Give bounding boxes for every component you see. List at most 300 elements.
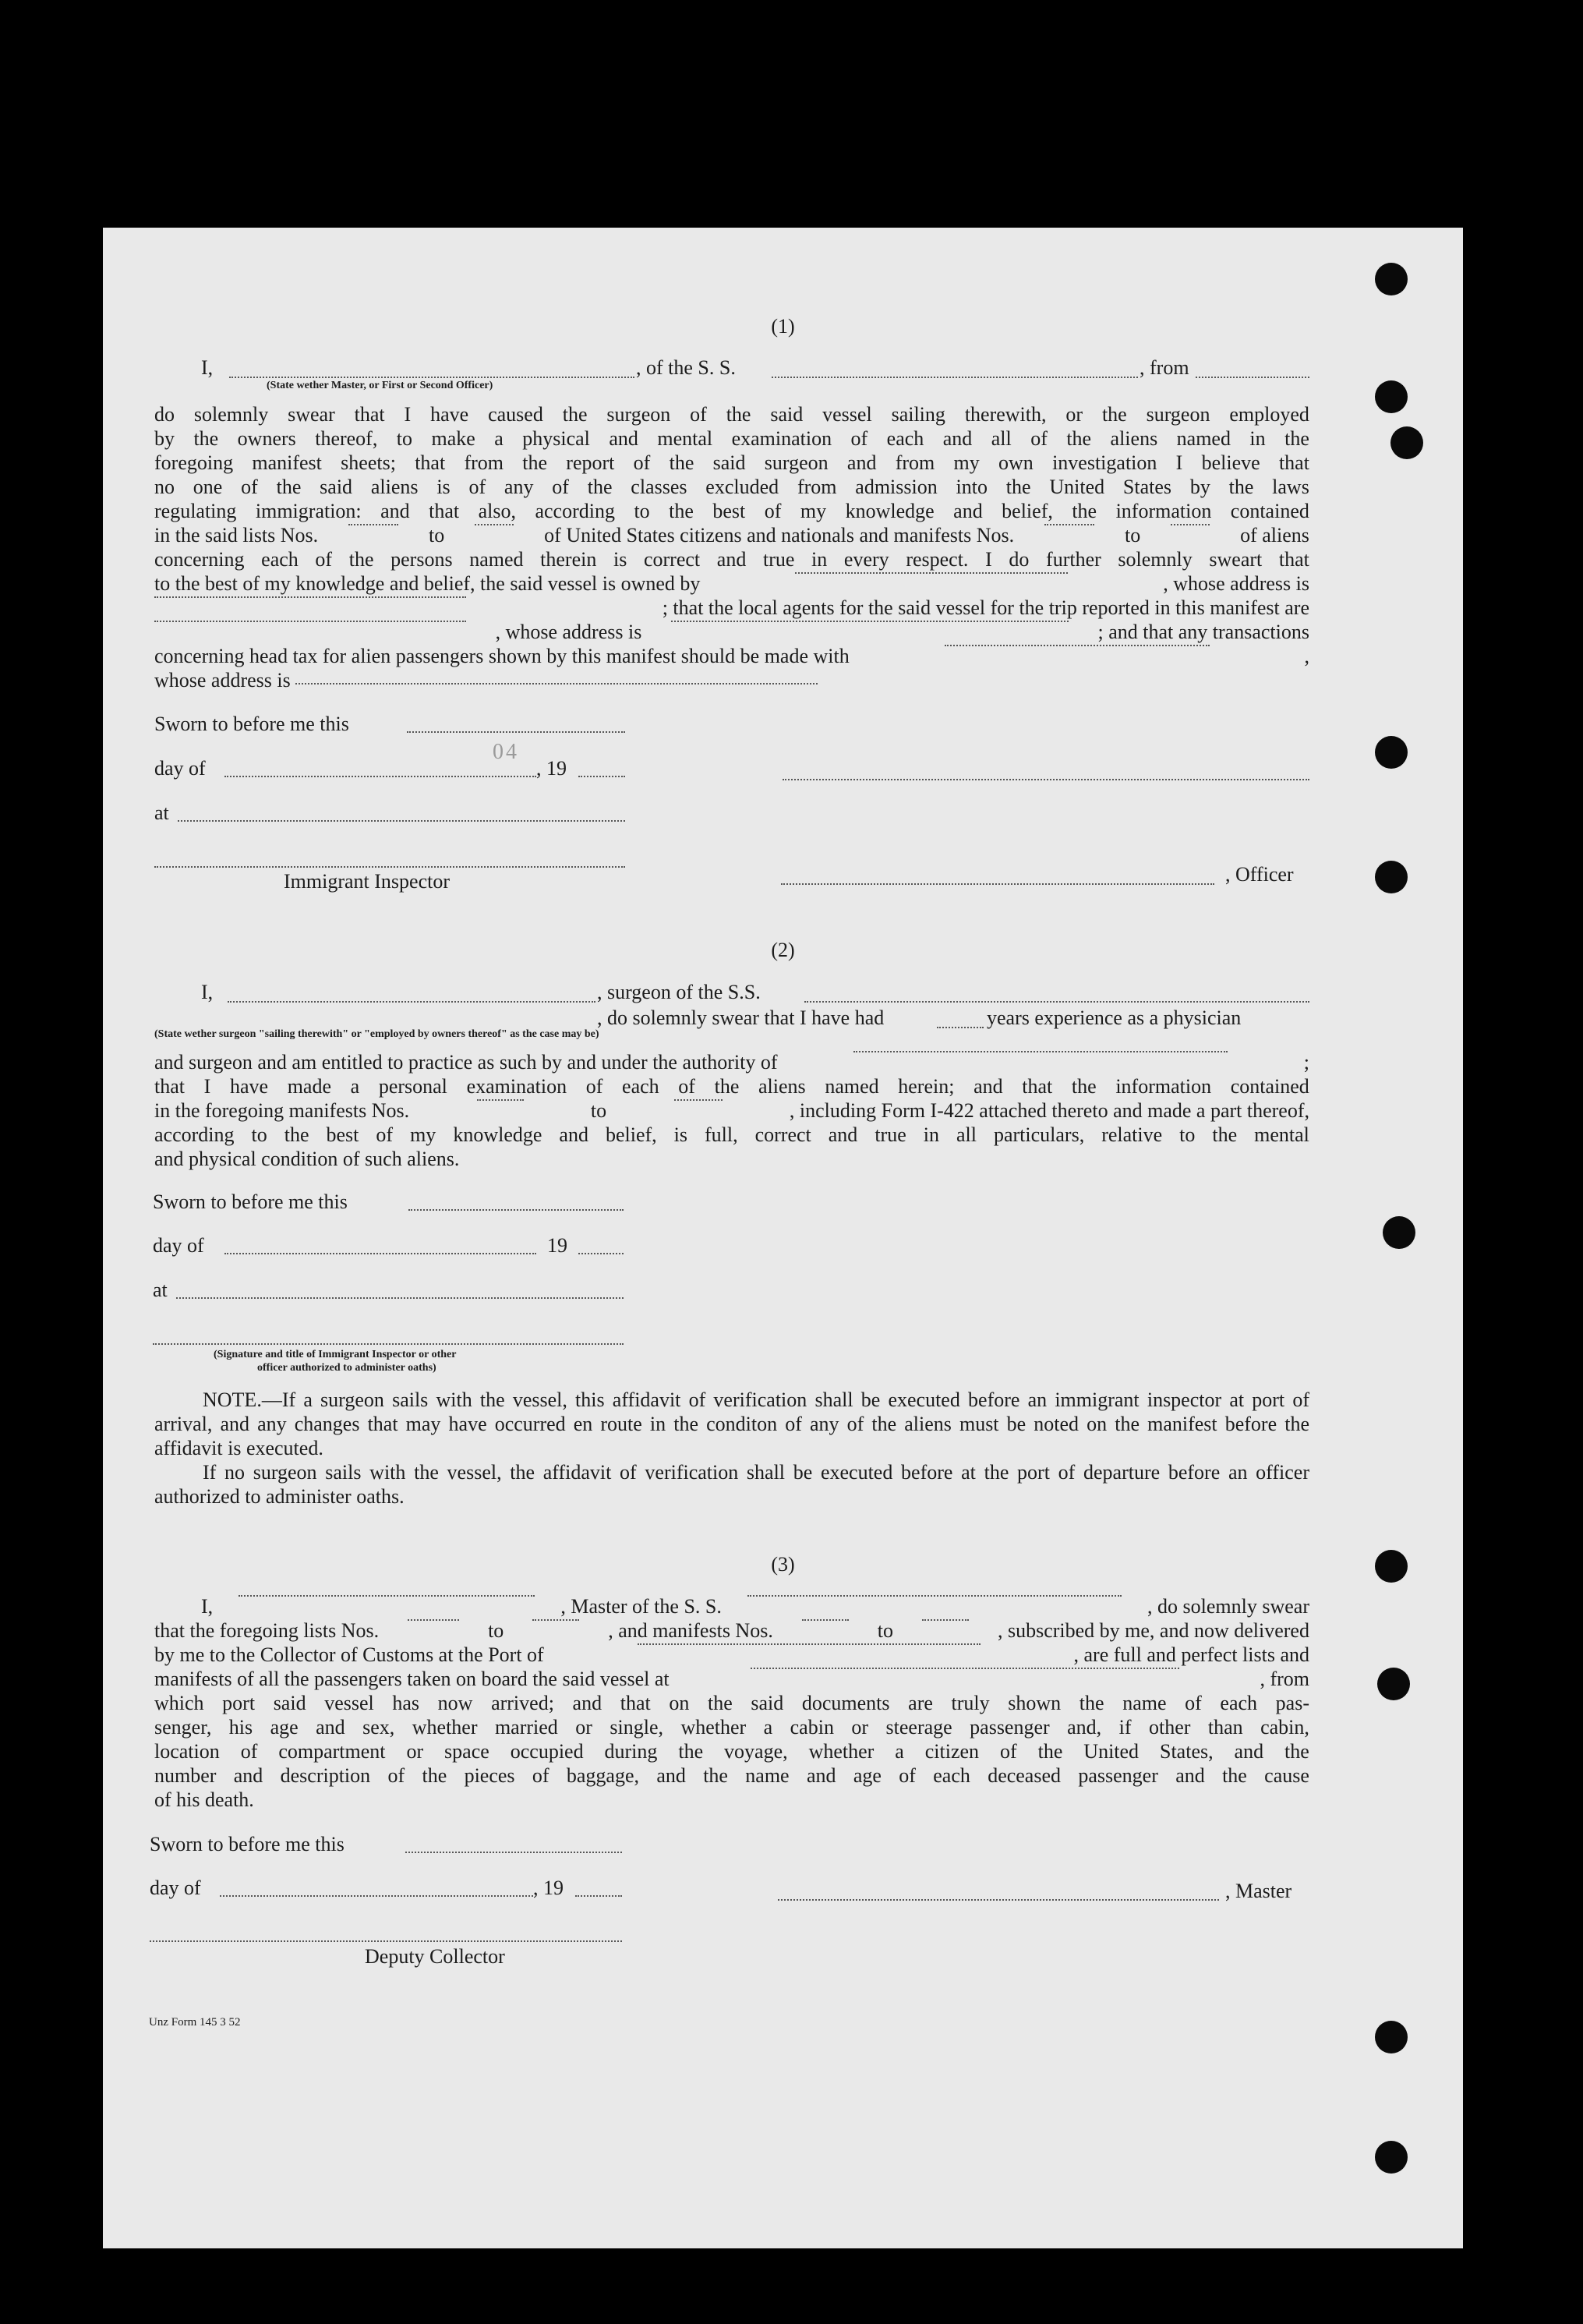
body-line <box>154 1667 1309 1691</box>
word: citizen <box>924 1740 980 1763</box>
word: documents <box>801 1692 890 1714</box>
word: all <box>991 427 1012 450</box>
word: the <box>1284 427 1309 450</box>
word: investigation <box>1052 451 1157 474</box>
word: report <box>566 451 615 474</box>
word: concerning <box>154 548 245 571</box>
word: my <box>410 1123 436 1146</box>
word: passenger <box>970 1716 1050 1739</box>
manifest-no-from-field[interactable] <box>1044 523 1094 525</box>
departure-port-field[interactable] <box>751 1667 1179 1669</box>
head-tax-party-field[interactable] <box>945 644 1210 646</box>
text: , and manifests Nos. <box>608 1619 773 1642</box>
word: do <box>1009 548 1030 571</box>
word: and <box>380 500 410 522</box>
word: and <box>316 1716 345 1739</box>
word: truly <box>951 1692 990 1714</box>
word: further <box>1046 548 1101 571</box>
section-3-number: (3) <box>771 1553 795 1576</box>
word: foregoing <box>154 451 234 474</box>
word: excluded <box>705 476 779 498</box>
word: the <box>1222 1764 1247 1787</box>
section-3-body <box>154 1594 1309 1812</box>
body-line <box>154 475 1309 499</box>
at-place-field[interactable] <box>176 1296 624 1299</box>
text: to <box>429 524 445 547</box>
word: occupied <box>510 1740 584 1763</box>
word: pas- <box>1275 1692 1309 1714</box>
word: cabin <box>790 1716 834 1739</box>
word: sailing <box>891 403 945 426</box>
word: of <box>376 1123 394 1146</box>
word: baggage, <box>566 1764 639 1787</box>
years-field[interactable] <box>937 1026 984 1028</box>
sworn-label: Sworn to before me this <box>153 1190 348 1213</box>
day-of-field[interactable] <box>224 775 536 777</box>
word: voyage, <box>724 1740 788 1763</box>
text: manifests of all the passengers taken on board the said vessel at <box>154 1668 670 1690</box>
text: , Master of the S. S. <box>560 1595 722 1618</box>
word: respect. <box>906 548 969 571</box>
list-no-from-field[interactable] <box>408 1618 459 1621</box>
word: of <box>241 476 258 498</box>
officer-title-line[interactable] <box>781 883 1214 885</box>
body-line <box>154 426 1309 451</box>
text: , subscribed by me, and now delivered <box>997 1619 1309 1642</box>
section-1-body <box>154 402 1309 692</box>
word: mental <box>657 427 713 450</box>
manifest-no-from-field[interactable] <box>802 1618 849 1621</box>
form-number: Unz Form 145 3 52 <box>149 2016 241 2029</box>
word: are <box>908 1692 933 1714</box>
word: than <box>1207 1716 1243 1739</box>
word: and <box>846 451 877 474</box>
word: manifest <box>252 451 322 474</box>
word: of <box>633 451 651 474</box>
text: ; that the local agents for the said vessel for the trip reported in this manifest are <box>662 596 1309 619</box>
manifest-no-to-field[interactable] <box>922 1618 969 1621</box>
word: or <box>575 1716 592 1739</box>
word: or <box>851 1716 869 1739</box>
word: of <box>387 1764 405 1787</box>
word: every <box>843 548 889 571</box>
word: that <box>1022 1075 1053 1098</box>
section-1-number: (1) <box>771 315 795 338</box>
sworn-date-field[interactable] <box>407 730 625 733</box>
word: I <box>985 548 992 571</box>
word: the <box>678 1740 704 1763</box>
word: vessel <box>822 403 872 426</box>
list-no-to-field[interactable] <box>475 523 514 525</box>
word: contained <box>1230 1075 1309 1098</box>
word: cause <box>1264 1764 1309 1787</box>
word: that <box>620 1692 651 1714</box>
word: particulars, <box>993 1123 1085 1146</box>
day-of-field[interactable] <box>220 1894 533 1897</box>
word: according <box>535 500 615 522</box>
text: , <box>1304 645 1309 667</box>
sworn-date-field[interactable] <box>408 1208 624 1211</box>
word: made <box>287 1075 331 1098</box>
word: belief, <box>1002 500 1053 522</box>
word: immigration: <box>255 500 362 522</box>
vessel-name-field[interactable] <box>747 1594 1122 1597</box>
of-ss-label: , of the S. S. <box>636 356 736 379</box>
word: passenger <box>1078 1764 1158 1787</box>
word: sheets; <box>341 451 396 474</box>
sworn-label: Sworn to before me this <box>154 713 349 735</box>
word: herein; <box>898 1075 955 1098</box>
word: believe <box>1201 451 1260 474</box>
word: full, <box>704 1123 738 1146</box>
master-name-field[interactable] <box>239 1594 535 1597</box>
word: cabin, <box>1260 1716 1309 1739</box>
body-line <box>154 1715 1309 1739</box>
sworn-date-field[interactable] <box>405 1851 622 1853</box>
word: senger, <box>154 1716 212 1739</box>
word: a <box>350 1075 360 1098</box>
year-label: , 19 <box>536 757 567 780</box>
year-field[interactable] <box>575 1894 622 1897</box>
word: the <box>522 451 548 474</box>
word: of <box>585 1075 603 1098</box>
word: the <box>669 500 694 522</box>
text: I, <box>201 1595 214 1618</box>
body-line <box>154 1763 1309 1788</box>
word: of <box>764 500 782 522</box>
word: each <box>886 427 924 450</box>
word: caused <box>488 403 543 426</box>
word: age <box>270 1716 299 1739</box>
word: said <box>770 403 804 426</box>
word: the <box>726 403 751 426</box>
text: , are full and perfect lists and <box>1073 1643 1309 1666</box>
agents-address-field[interactable] <box>671 620 1069 622</box>
word: named <box>469 548 524 571</box>
inspector-signature-line[interactable] <box>153 1342 624 1345</box>
manifest-no-from-field[interactable] <box>477 1098 524 1101</box>
word: said <box>273 1692 306 1714</box>
text: , including Form I-422 attached thereto and made a part thereof, <box>789 1099 1309 1122</box>
word: and <box>1234 1740 1264 1763</box>
body-line: and physical condition of such aliens. <box>154 1148 460 1170</box>
word: said <box>712 451 746 474</box>
word: name <box>745 1764 790 1787</box>
word: in <box>923 1123 939 1146</box>
word: United <box>1083 1740 1140 1763</box>
word: from <box>797 476 837 498</box>
officer-label: , Officer <box>1225 863 1294 886</box>
word: description <box>280 1764 371 1787</box>
word: of <box>240 1740 258 1763</box>
word: the <box>284 1123 309 1146</box>
word: all <box>956 1123 977 1146</box>
word: therein <box>540 548 597 571</box>
word: to <box>634 500 650 522</box>
word: United <box>1049 476 1105 498</box>
text: that the foregoing lists Nos. <box>154 1619 380 1642</box>
body-line <box>154 499 1309 523</box>
word: the <box>1072 500 1097 522</box>
word: is <box>613 548 627 571</box>
port-field[interactable] <box>638 1643 981 1645</box>
word: a <box>895 1740 904 1763</box>
punch-hole <box>1375 380 1408 413</box>
word: each <box>261 548 299 571</box>
word: knowledge <box>453 1123 542 1146</box>
word: that <box>354 403 385 426</box>
word: on <box>669 1692 690 1714</box>
word: and <box>559 1123 588 1146</box>
word: best <box>712 500 746 522</box>
master-signature-line[interactable] <box>778 1898 1219 1901</box>
day-of-field[interactable] <box>224 1252 536 1254</box>
word: port <box>222 1692 256 1714</box>
word: if <box>1118 1716 1132 1739</box>
word: each <box>1220 1692 1258 1714</box>
manifest-no-to-field[interactable] <box>1171 523 1210 525</box>
signature-note: (Signature and title of Immigrant Inspector or other <box>214 1349 457 1360</box>
word: the <box>1071 1075 1097 1098</box>
word: contained <box>1230 500 1309 522</box>
punch-hole <box>1390 426 1423 459</box>
word: have <box>229 1075 269 1098</box>
word: and <box>572 1692 602 1714</box>
surgeon-type-note: (State wether surgeon "sailing therewith" or "employed by owners thereof" as the case may be) <box>154 1028 599 1040</box>
note-paragraph: If no surgeon sails with the vessel, the affidavit of verification shall be executed before at the port of departure before an officer authorized to administer oaths. <box>154 1461 1309 1508</box>
text: to <box>488 1619 504 1642</box>
deputy-collector-label: Deputy Collector <box>365 1945 505 1968</box>
word: has <box>392 1692 420 1714</box>
year-field[interactable] <box>578 1252 624 1254</box>
word: and <box>656 1764 686 1787</box>
word: and <box>1175 1764 1205 1787</box>
body-line <box>154 523 1309 547</box>
text: to the best of my knowledge and belief, the said vessel is owned by <box>154 572 701 595</box>
word: and <box>806 1764 836 1787</box>
word: true <box>762 548 795 571</box>
word: do <box>154 403 175 426</box>
body-line <box>154 620 1309 644</box>
word: which <box>154 1692 204 1714</box>
vessel-name-field[interactable] <box>772 376 1138 378</box>
day-of-label: day of <box>153 1234 204 1257</box>
word: and, <box>1067 1716 1102 1739</box>
punch-hole <box>1375 861 1408 893</box>
word: the <box>1037 1740 1063 1763</box>
word: laws <box>1272 476 1309 498</box>
word: said <box>320 476 353 498</box>
body-line <box>154 571 1309 596</box>
text: by me to the Collector of Customs at the Port of <box>154 1643 544 1666</box>
word: the <box>1005 476 1031 498</box>
word: and <box>973 1075 1003 1098</box>
word: the <box>348 548 374 571</box>
text: , do solemnly swear <box>1147 1595 1309 1618</box>
word: and <box>828 1123 858 1146</box>
text: in the said lists Nos. <box>154 524 319 547</box>
punch-hole <box>1375 736 1408 769</box>
authority-field[interactable] <box>853 1050 1228 1052</box>
word: the <box>703 1764 728 1787</box>
word: have <box>430 403 469 426</box>
word: that <box>154 1075 185 1098</box>
inspector-label: Immigrant Inspector <box>284 870 450 893</box>
word: a <box>763 1716 773 1739</box>
word: each <box>622 1075 659 1098</box>
word: States <box>1122 476 1172 498</box>
body-line <box>154 596 1309 620</box>
word: of <box>678 1075 695 1098</box>
punch-hole <box>1375 263 1408 295</box>
word: persons <box>390 548 453 571</box>
word: of <box>850 427 868 450</box>
word: the <box>422 1764 447 1787</box>
word: physical <box>522 427 590 450</box>
officer-name-field[interactable] <box>229 376 634 378</box>
word: I <box>1175 451 1183 474</box>
word: age <box>853 1764 882 1787</box>
word: the <box>714 1075 740 1098</box>
word: aliens <box>1110 427 1158 450</box>
word: shown <box>1008 1692 1062 1714</box>
from-label: , from <box>1140 356 1189 379</box>
sworn-label: Sworn to before me this <box>150 1833 345 1855</box>
text: concerning head tax for alien passengers shown by this manifest should be made with <box>154 645 850 667</box>
form-page <box>103 228 1463 2248</box>
word: of <box>1030 427 1048 450</box>
word: a <box>494 427 504 450</box>
word: whether <box>680 1716 747 1739</box>
body-line <box>154 402 1309 426</box>
text: to <box>590 1099 607 1122</box>
word: the <box>707 1692 733 1714</box>
inspector-signature-line[interactable] <box>154 865 625 868</box>
body-line <box>154 644 1309 668</box>
text: of United States citizens and nationals and manifests Nos. <box>544 524 1015 547</box>
surgeon-vessel-field[interactable] <box>804 1000 1309 1003</box>
word: I <box>404 403 412 426</box>
word: and <box>942 427 973 450</box>
word: according <box>154 1123 235 1146</box>
word: surgeon <box>764 451 829 474</box>
word: number <box>154 1764 217 1787</box>
body-line <box>154 1123 1309 1147</box>
word: examination <box>731 427 832 450</box>
punch-hole <box>1375 2141 1408 2174</box>
list-no-from-field[interactable] <box>348 523 398 525</box>
year-field[interactable] <box>578 775 625 777</box>
word: by <box>1189 476 1210 498</box>
word: the <box>1284 1740 1309 1763</box>
word: that <box>429 500 460 522</box>
do-swear-label: , do solemnly swear that I have had <box>597 1006 885 1029</box>
from-port-field[interactable] <box>1196 376 1309 378</box>
section-2-body <box>154 1050 1309 1171</box>
at-place-field[interactable] <box>178 819 625 822</box>
word: married <box>494 1716 558 1739</box>
note-paragraph: NOTE.—If a surgeon sails with the vessel, this affidavit of verification shall be executed before an immigrant inspector at port of arrival, and any changes that may have occurred en route in the conditon of any of the aliens must be noted on the manifest before the affidavit is executed. <box>154 1388 1309 1459</box>
word: deceased <box>988 1764 1062 1787</box>
body-line <box>154 1074 1309 1098</box>
word: or <box>1065 403 1083 426</box>
master-officer-note: (State wether Master, or First or Second Officer) <box>267 380 493 391</box>
agents-field[interactable] <box>154 620 466 622</box>
word: by <box>154 427 175 450</box>
word: personal <box>378 1075 447 1098</box>
word: in <box>1249 427 1266 450</box>
word: examination <box>466 1075 567 1098</box>
word: during <box>604 1740 658 1763</box>
word: the <box>1066 427 1092 450</box>
word: the <box>276 476 302 498</box>
word: named <box>1176 427 1231 450</box>
owner-address-field[interactable] <box>154 596 466 598</box>
manifest-no-to-field[interactable] <box>674 1098 723 1101</box>
body-line <box>154 451 1309 475</box>
word: admission <box>855 476 938 498</box>
list-no-to-field[interactable] <box>532 1618 579 1621</box>
officer-signature-line[interactable] <box>783 778 1309 780</box>
word: employed <box>1229 403 1309 426</box>
text: , whose address is <box>1163 572 1309 595</box>
stamp-mark: 04 <box>493 740 519 764</box>
word: pieces <box>464 1764 515 1787</box>
word: best <box>326 1123 359 1146</box>
word: arrived; <box>491 1692 554 1714</box>
word: that <box>1278 451 1309 474</box>
word: correct <box>754 1123 811 1146</box>
body-line <box>154 1594 1309 1618</box>
surgeon-name-field[interactable] <box>228 1000 595 1003</box>
word: the <box>193 427 219 450</box>
owner-field[interactable] <box>795 571 1068 574</box>
word: his <box>228 1716 253 1739</box>
word: said <box>751 1692 784 1714</box>
word: States, <box>1160 1740 1214 1763</box>
word: of <box>468 476 486 498</box>
word: mental <box>1254 1123 1309 1146</box>
word: surgeon <box>606 403 671 426</box>
word: vessel <box>324 1692 374 1714</box>
word: and <box>233 1764 263 1787</box>
word: any <box>504 476 534 498</box>
word: of <box>899 1764 916 1787</box>
word: solemnly <box>1118 548 1193 571</box>
text: whose address is <box>154 669 291 692</box>
word: regulating <box>154 500 237 522</box>
master-label: , Master <box>1225 1880 1292 1902</box>
section-1-i: I, <box>201 356 214 379</box>
section-2-i: I, <box>201 981 214 1003</box>
note-block <box>154 1388 1309 1509</box>
word: of <box>315 548 333 571</box>
word: aliens <box>758 1075 806 1098</box>
word: knowledge <box>845 500 935 522</box>
word: information <box>1115 500 1212 522</box>
collector-signature-line[interactable] <box>150 1940 622 1942</box>
word: space <box>444 1740 489 1763</box>
at-label: at <box>154 801 169 824</box>
word: from <box>895 451 935 474</box>
word: of <box>690 403 707 426</box>
word: name <box>1122 1692 1167 1714</box>
head-tax-address-field[interactable] <box>295 682 818 684</box>
body-line <box>154 1739 1309 1763</box>
word: belief, <box>605 1123 657 1146</box>
word: location <box>154 1740 220 1763</box>
day-of-label: day of <box>150 1877 201 1899</box>
